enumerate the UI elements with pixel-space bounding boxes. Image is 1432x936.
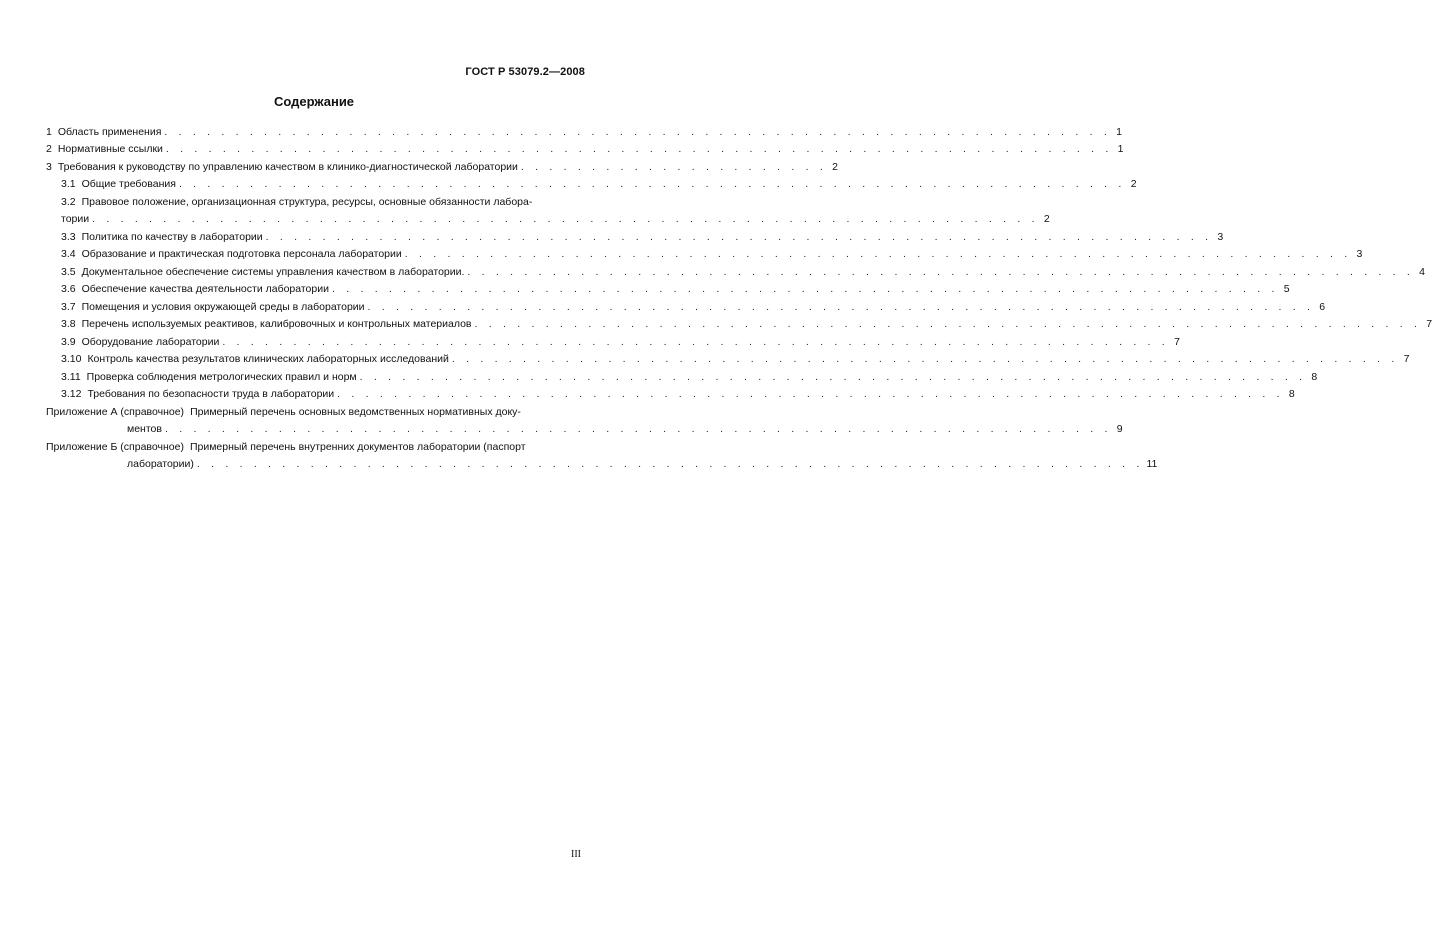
toc-entry-number: 3.3 xyxy=(61,230,76,243)
toc-entry-page: 2 xyxy=(1043,213,1050,225)
toc-leader-dots: . . . . . . . . . . . . . . . . . . . . . . . . . . . . . . . . . . . . . . . . . . . . . . . . . . . . . . . . . . . . . . . . . . . xyxy=(367,300,1315,313)
toc-entry-title: Контроль качества результатов клинических лабораторных исследований xyxy=(87,353,449,365)
toc-entry-page: 7 xyxy=(1426,318,1432,330)
toc-entry[interactable] xyxy=(46,314,1432,332)
toc-leader-dots: . . . . . . . . . . . . . . . . . . . . . . . . . . . . . . . . . . . . . . . . . . . . . . . . . . . . . . . . . . . . . . . . . . . xyxy=(178,178,1126,190)
toc-entry-number: 3.4 xyxy=(61,248,76,260)
toc-entry[interactable] xyxy=(46,244,1363,262)
toc-entry-title-continuation: тории xyxy=(61,213,90,225)
toc-entry-title: Проверка соблюдения метрологических правил и норм xyxy=(86,370,357,383)
toc-leader-dots: . . . . . . . . . . . . . . . . . . . . . . . . . . . . . . . . . . . . . . . . . . . . . . . . . . . . . . . . . . . . . . . . . . . xyxy=(265,230,1213,243)
toc-entry-page: 3 xyxy=(1217,230,1224,243)
toc-entry-page: 8 xyxy=(1311,370,1318,383)
toc-appendix-entry[interactable] xyxy=(46,401,586,419)
toc-leader-dots: . . . . . . . . . . . . . . . . . . . . . . . . . . . . . . . . . . . . . . . . . . . . . . . . . . . . . . . . . . . . . . . . . . . xyxy=(92,213,1039,225)
toc-entry-page: 6 xyxy=(1319,300,1326,313)
toc-entry-number: 2 xyxy=(46,143,52,155)
toc-entry-page: 2 xyxy=(1130,178,1137,190)
toc-entry-title: Помещения и условия окружающей среды в лаборатории xyxy=(81,300,365,313)
toc-entry-page: 5 xyxy=(1283,283,1290,295)
toc-entry[interactable] xyxy=(46,156,838,174)
toc-appendix-label: Приложение Б (справочное) xyxy=(46,440,184,453)
toc-entry-page: 1 xyxy=(1116,125,1122,138)
toc-leader-dots: . . . . . . . . . . . . . . . . . . . . . . . . . . . . . . . . . . . . . . . . . . . . . . . . . . . . . . . . . . . . . . . . . . . xyxy=(164,125,1111,138)
toc-leader-dots: . . . . . . . . . . . . . . . . . . . . . . xyxy=(520,160,827,173)
toc-entry[interactable] xyxy=(46,296,1326,314)
toc-entry[interactable] xyxy=(46,261,1426,279)
toc-entry[interactable] xyxy=(46,279,1290,297)
toc-entry[interactable] xyxy=(46,191,586,209)
toc-entry-title-continuation: ментов xyxy=(127,423,162,435)
toc-leader-dots: . . . . . . . . . . . . . . . . . . . . . . . . . . . . . . . . . . . . . . . . . . . . . . . . . . . . . . . . . . . . . . . . . . . xyxy=(359,370,1307,383)
toc-entry-number: 3.6 xyxy=(61,283,76,295)
toc-entry-number: 3.11 xyxy=(61,370,81,383)
toc-entry-number: 3.10 xyxy=(61,353,82,365)
toc-entry-title-continuation: лаборатории) xyxy=(127,458,194,470)
toc-entry[interactable] xyxy=(46,331,1180,349)
toc-entry-title: Общие требования xyxy=(81,178,176,190)
toc-entry-title: Правовое положение, организационная структура, ресурсы, основные обязанности лабора- xyxy=(81,195,533,208)
toc-entry-title: Образование и практическая подготовка персонала лаборатории xyxy=(81,248,402,260)
toc-leader-dots: . . . . . . . . . . . . . . . . . . . . . . . . . . . . . . . . . . . . . . . . . . . . . . . . . . . . . . . . . . . . . . . . . . . xyxy=(196,458,1144,470)
toc-leader-dots: . . . . . . . . . . . . . . . . . . . . . . . . . . . . . . . . . . . . . . . . . . . . . . . . . . . . . . . . . . . . . . . . . . . xyxy=(222,335,1169,348)
page-number: III xyxy=(571,849,581,860)
toc-appendix-label: Приложение А (справочное) xyxy=(46,405,185,418)
toc-entry[interactable] xyxy=(46,139,1124,157)
toc-leader-dots: . . . . . . . . . . . . . . . . . . . . . . . . . . . . . . . . . . . . . . . . . . . . . . . . . . . . . . . . . . . . . . . . . . . xyxy=(331,283,1279,295)
toc-entry-page: 1 xyxy=(1117,143,1124,155)
toc-entry-title: Обеспечение качества деятельности лаборатории xyxy=(81,283,329,295)
toc-entry[interactable] xyxy=(46,174,1137,192)
toc-entry[interactable] xyxy=(46,121,1122,139)
toc-entry[interactable] xyxy=(46,366,1318,384)
toc-entry-page: 11 xyxy=(1146,458,1158,470)
toc-entry-page: 4 xyxy=(1419,265,1426,278)
toc-entry-number: 3 xyxy=(46,160,52,173)
toc-entry-number: 3.8 xyxy=(61,318,76,330)
toc-entry-title: Требования по безопасности труда в лаборатории xyxy=(87,388,335,400)
toc-leader-dots: . . . . . . . . . . . . . . . . . . . . . . . . . . . . . . . . . . . . . . . . . . . . . . . . . . . . . . . . . . . . . . . . . . . xyxy=(451,353,1399,365)
toc-appendix-entry[interactable] xyxy=(46,436,586,454)
toc-entry-number: 3.1 xyxy=(61,178,76,190)
toc-entry-page: 7 xyxy=(1174,335,1180,348)
toc-leader-dots: . . . . . . . . . . . . . . . . . . . . . . . . . . . . . . . . . . . . . . . . . . . . . . . . . . . . . . . . . . . . . . . . . . . xyxy=(337,388,1284,400)
toc-entry-continuation[interactable] xyxy=(46,454,1158,472)
toc-entry-title: Требования к руководству по управлению качеством в клинико-диагностической лаборатории xyxy=(57,160,518,173)
toc-leader-dots: . . . . . . . . . . . . . . . . . . . . . . . . . . . . . . . . . . . . . . . . . . . . . . . . . . . . . . . . . . . . . . . . . . . xyxy=(165,143,1113,155)
toc-entry-page: 9 xyxy=(1116,423,1123,435)
toc-entry-number: 3.9 xyxy=(61,335,76,348)
document-code: ГОСТ Р 53079.2—2008 xyxy=(465,66,585,78)
toc-entry-number: 3.5 xyxy=(61,265,76,278)
toc-entry-title: Перечень используемых реактивов, калибровочных и контрольных материалов xyxy=(81,318,472,330)
toc-entry-page: 3 xyxy=(1356,248,1363,260)
toc-entry-title: Политика по качеству в лаборатории xyxy=(81,230,263,243)
toc-entry-title: Примерный перечень внутренних документов лаборатории (паспорт xyxy=(189,440,526,453)
toc-entry-number: 1 xyxy=(46,125,52,138)
toc-entry[interactable] xyxy=(46,349,1410,367)
toc-leader-dots: . . . . . . . . . . . . . . . . . . . . . . . . . . . . . . . . . . . . . . . . . . . . . . . . . . . . . . . . . . . . . . . . . . . xyxy=(404,248,1352,260)
toc-entry-title: Оборудование лаборатории xyxy=(81,335,220,348)
toc-leader-dots: . . . . . . . . . . . . . . . . . . . . . . . . . . . . . . . . . . . . . . . . . . . . . . . . . . . . . . . . . . . . . . . . . . . xyxy=(474,318,1422,330)
toc-entry[interactable] xyxy=(46,384,1295,402)
toc-entry-page: 7 xyxy=(1403,353,1410,365)
toc-title: Содержание xyxy=(273,94,355,109)
toc-entry-title: Область применения xyxy=(57,125,162,138)
toc-entry-title: Нормативные ссылки xyxy=(57,143,163,155)
toc-entry-page: 2 xyxy=(832,160,838,173)
toc-entry-continuation[interactable] xyxy=(46,209,1050,227)
toc-entry-number: 3.7 xyxy=(61,300,76,313)
toc-entry-page: 8 xyxy=(1288,388,1295,400)
toc-entry-number: 3.2 xyxy=(61,195,76,208)
toc-entry-number: 3.12 xyxy=(61,388,82,400)
toc-leader-dots: . . . . . . . . . . . . . . . . . . . . . . . . . . . . . . . . . . . . . . . . . . . . . . . . . . . . . . . . . . . . . . . . . . . xyxy=(467,265,1415,278)
toc-entry-continuation[interactable] xyxy=(46,419,1123,437)
toc-entry-title: Документальное обеспечение системы управления качеством в лаборатории. xyxy=(81,265,465,278)
toc-leader-dots: . . . . . . . . . . . . . . . . . . . . . . . . . . . . . . . . . . . . . . . . . . . . . . . . . . . . . . . . . . . . . . . . . . . xyxy=(164,423,1112,435)
toc-entry[interactable] xyxy=(46,226,1224,244)
table-of-contents xyxy=(46,121,1432,471)
toc-entry-title: Примерный перечень основных ведомственных нормативных доку- xyxy=(190,405,521,418)
